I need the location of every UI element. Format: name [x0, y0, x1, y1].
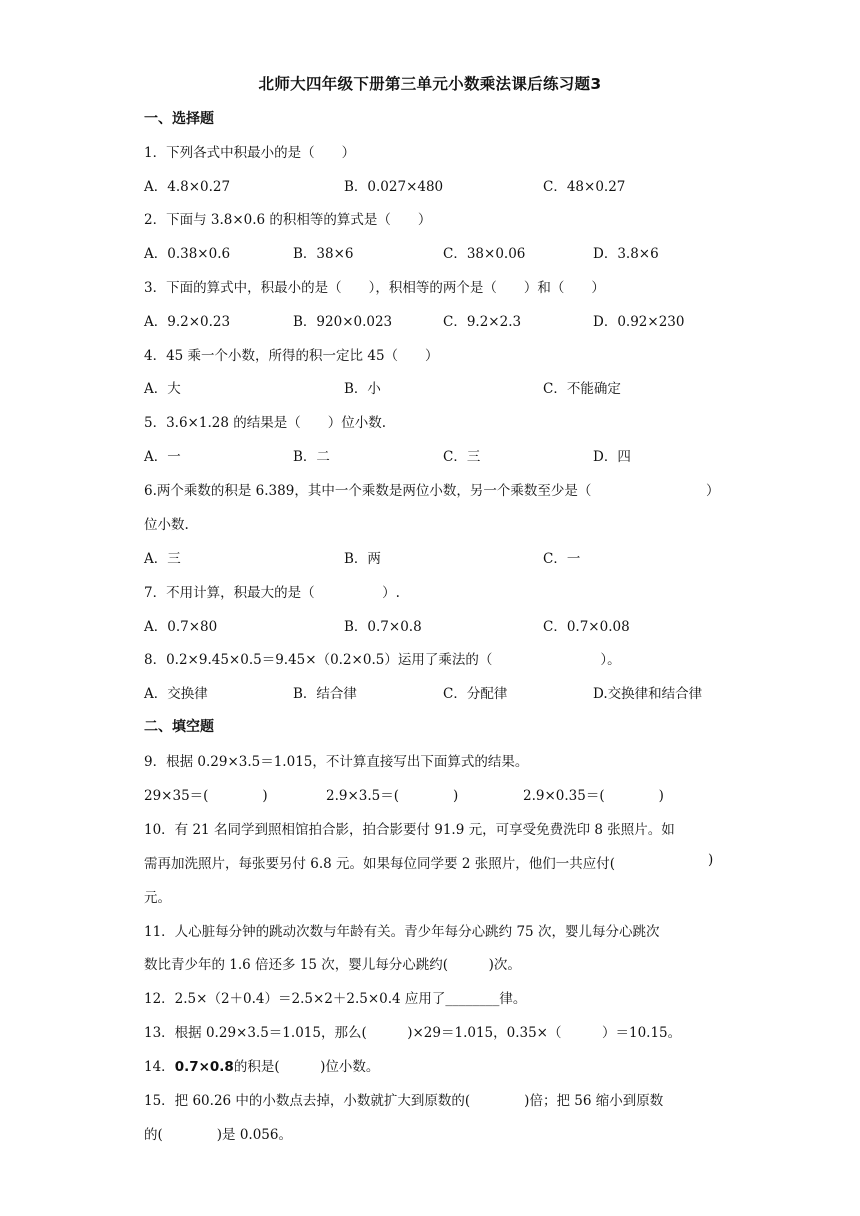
q8-option-c: C．分配律 — [443, 686, 508, 702]
q4-option-c: C．不能确定 — [543, 381, 621, 397]
q5-option-a: A．一 — [144, 449, 181, 465]
q2-option-c: C．38×0.06 — [443, 246, 526, 262]
q1-option-b: B．0.027×480 — [344, 179, 444, 195]
q4-option-a: A．大 — [144, 381, 181, 397]
question-1-stem: 1．下列各式中积最小的是（ ） — [144, 145, 356, 161]
q1-option-a: A．4.8×0.27 — [144, 179, 231, 195]
section-heading-choice: 一、选择题 — [144, 111, 214, 127]
q5-option-b: B．二 — [293, 449, 330, 465]
question-15-line2: 的( )是 0.056。 — [144, 1127, 292, 1143]
question-6-stem-line2: 位小数. — [144, 517, 189, 533]
q9-blank-2: 2.9×3.5＝( ) — [326, 788, 459, 804]
q8-option-d: D.交换律和结合律 — [593, 686, 703, 702]
q2-option-a: A．0.38×0.6 — [144, 246, 231, 262]
question-4-stem: 4．45 乘一个小数，所得的积一定比 45（ ） — [144, 348, 439, 364]
q1-option-c: C．48×0.27 — [543, 179, 626, 195]
question-11-line1: 11．人心脏每分钟的跳动次数与年龄有关。青少年每分心跳约 75 次，婴儿每分心跳次 — [144, 924, 660, 940]
q5-option-c: C．三 — [443, 449, 481, 465]
question-3-stem: 3．下面的算式中，积最小的是（ ），积相等的两个是（ ）和（ ） — [144, 280, 605, 296]
question-10-line2: 需再加洗照片，每张要另付 6.8 元。如果每位同学要 2 张照片，他们一共应付( — [144, 856, 615, 872]
q6-option-b: B．两 — [344, 551, 381, 567]
question-15-line1: 15．把 60.26 中的小数点去掉，小数就扩大到原数的( )倍；把 56 缩小到原数 — [144, 1093, 664, 1109]
question-13-stem: 13．根据 0.29×3.5＝1.015，那么( )×29＝1.015，0.35×（ ）＝10.15。 — [144, 1025, 682, 1041]
question-10-line1: 10．有 21 名同学到照相馆拍合影，拍合影要付 91.9 元，可享受免费洗印 8 张照片。如 — [144, 822, 675, 838]
section-heading-fill: 二、填空题 — [144, 719, 214, 735]
q8-option-b: B．结合律 — [293, 686, 357, 702]
q6-option-a: A．三 — [144, 551, 181, 567]
question-8-stem: 8．0.2×9.45×0.5＝9.45×（0.2×0.5）运用了乘法的（ ）。 — [144, 652, 621, 668]
question-9-stem: 9．根据 0.29×3.5＝1.015，不计算直接写出下面算式的结果。 — [144, 754, 529, 770]
question-2-stem: 2．下面与 3.8×0.6 的积相等的算式是（ ） — [144, 212, 432, 228]
question-14-rest: 的积是( )位小数。 — [233, 1059, 380, 1075]
q3-option-d: D．0.92×230 — [593, 314, 685, 330]
question-5-stem: 5．3.6×1.28 的结果是（ ）位小数. — [144, 415, 387, 431]
question-10-close-paren: ) — [708, 852, 714, 868]
q8-option-a: A．交换律 — [144, 686, 208, 702]
page-title: 北师大四年级下册第三单元小数乘法课后练习题3 — [258, 75, 602, 93]
q4-option-b: B．小 — [344, 381, 381, 397]
question-7-stem: 7．不用计算，积最大的是（ ）. — [144, 585, 400, 601]
question-14-expression: 0.7×0.8 — [174, 1059, 234, 1075]
q9-blank-1: 29×35＝( ) — [144, 788, 268, 804]
q2-option-d: D．3.8×6 — [593, 246, 659, 262]
q5-option-d: D．四 — [593, 449, 631, 465]
q7-option-a: A．0.7×80 — [144, 619, 218, 635]
q7-option-c: C．0.7×0.08 — [543, 619, 630, 635]
question-14-stem — [144, 1055, 379, 1075]
question-11-line2: 数比青少年的 1.6 倍还多 15 次，婴儿每分心跳约( )次。 — [144, 957, 521, 973]
q3-option-a: A．9.2×0.23 — [144, 314, 231, 330]
q7-option-b: B．0.7×0.8 — [344, 619, 422, 635]
q3-option-b: B．920×0.023 — [293, 314, 393, 330]
q3-option-c: C．9.2×2.3 — [443, 314, 522, 330]
q9-blank-3: 2.9×0.35＝( ) — [523, 788, 664, 804]
question-6-stem-line1: 6.两个乘数的积是 6.389，其中一个乘数是两位小数，另一个乘数至少是（ — [144, 483, 592, 499]
q6-option-c: C．一 — [543, 551, 581, 567]
question-6-stem-close: ） — [706, 483, 720, 499]
q2-option-b: B．38×6 — [293, 246, 354, 262]
question-10-line3: 元。 — [144, 890, 171, 906]
question-12-stem: 12．2.5×（2＋0.4）＝2.5×2＋2.5×0.4 应用了________律。 — [144, 991, 527, 1007]
question-14-number: 14． — [144, 1059, 175, 1075]
